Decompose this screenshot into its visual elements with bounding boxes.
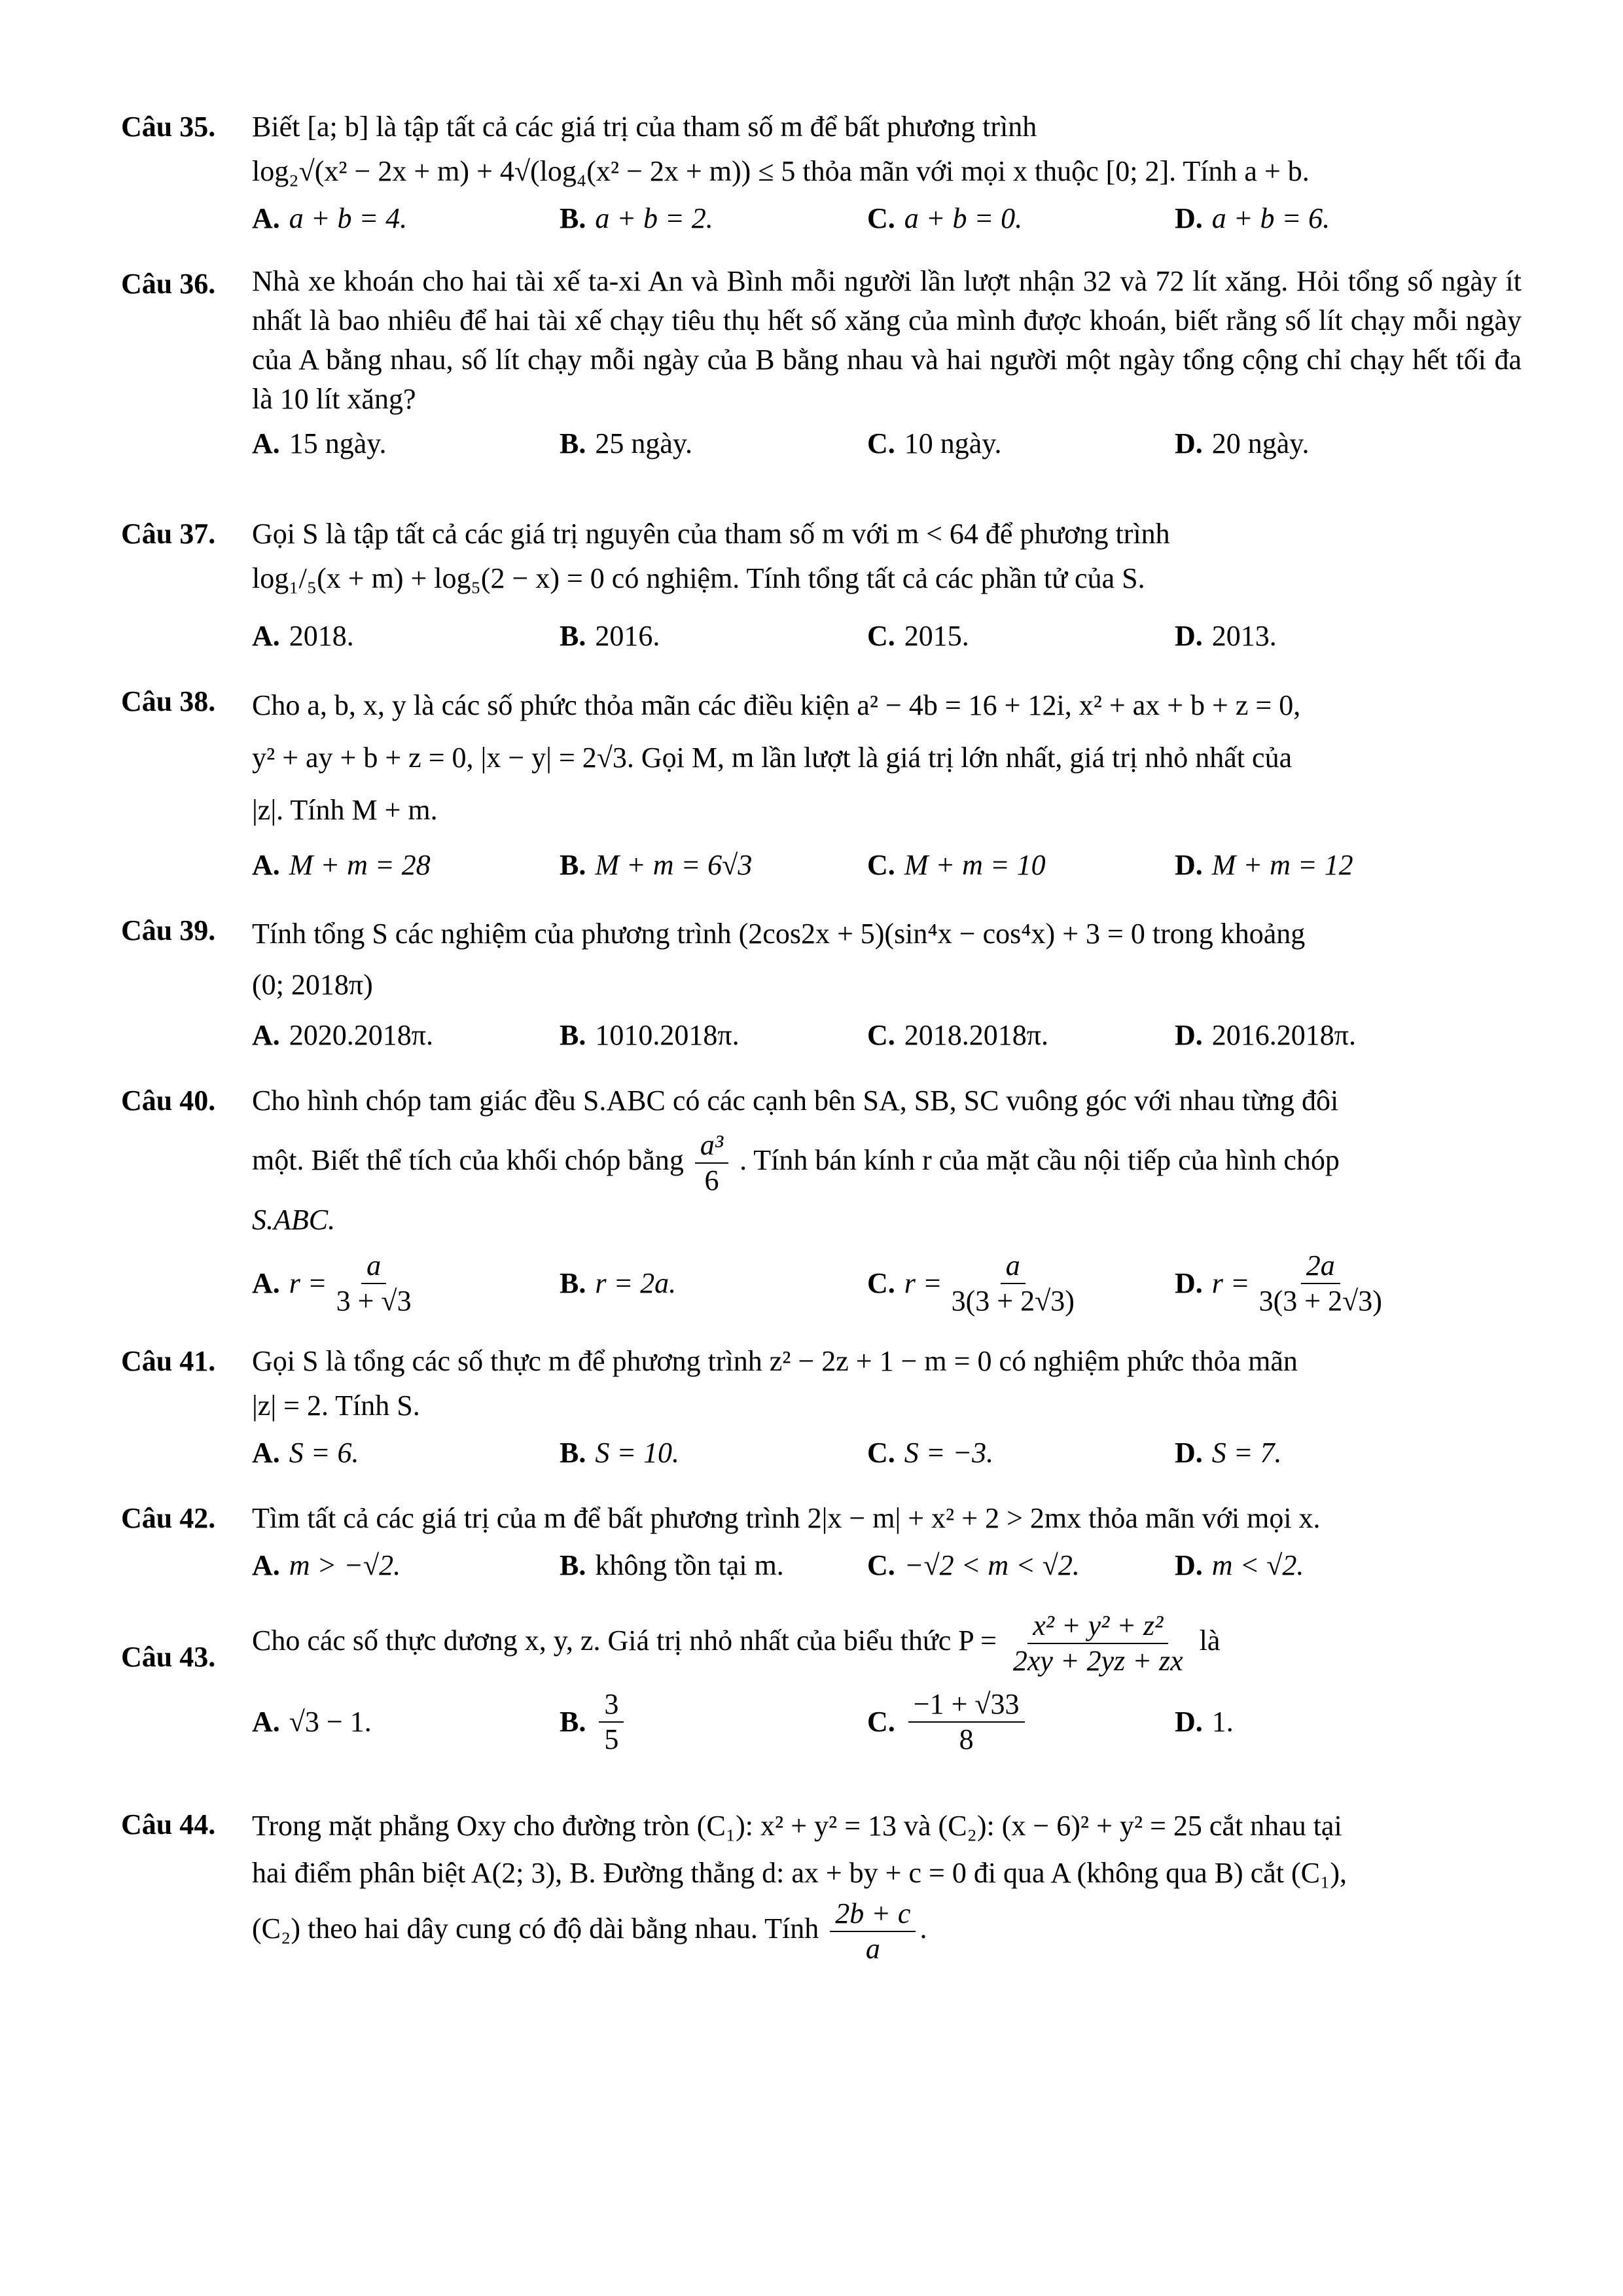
option-d[interactable]: D. 2013. — [1175, 620, 1277, 652]
option-d[interactable]: D. 2016.2018π. — [1175, 1019, 1356, 1051]
options — [252, 843, 1522, 888]
question-label: Câu 44. — [121, 1808, 216, 1840]
options — [252, 1431, 1522, 1475]
question-stem — [252, 1339, 1522, 1428]
options — [252, 1249, 1522, 1318]
question-label: Câu 36. — [121, 268, 216, 300]
stem-line: log₁/₅(x + m) + log₅(2 − x) = 0 có nghiệm. Tính tổng tất cả các phần tử của S. — [252, 562, 1145, 594]
stem-line: Cho a, b, x, y là các số phức thỏa mãn các điều kiện a² − 4b = 16 + 12i, x² + ax + b + z = 0, — [252, 689, 1301, 721]
option-c[interactable]: C. S = −3. — [867, 1437, 994, 1469]
question-41 — [121, 1339, 1522, 1475]
option-c[interactable]: C. $\frac{-1 + √33}{8}$ — [867, 1687, 1175, 1757]
option-c[interactable]: C. 10 ngày. — [867, 427, 1002, 459]
stem-line: Gọi S là tập tất cả các giá trị nguyên của tham số m với m < 64 để phương trình — [252, 518, 1170, 550]
option-c[interactable]: C. M + m = 10 — [867, 849, 1046, 881]
p-fraction: $\frac{\text{x² + y² + z²}}{2xy + 2yz + zx}$ — [1012, 1609, 1183, 1677]
option-b[interactable]: B. S = 10. — [560, 1437, 680, 1469]
stem-line: một. Biết thể tích của khối chóp bằng $\frac{\text{a³}}{6}$ . Tính bán kính r của mặt cầu nội tiếp của hình chóp — [252, 1129, 1340, 1196]
option-b[interactable]: B. 1010.2018π. — [560, 1019, 740, 1051]
options — [252, 422, 1522, 466]
option-b[interactable]: B. M + m = 6√3 — [560, 849, 753, 881]
stem-line: Tính tổng S các nghiệm của phương trình (2cos2x + 5)(sin⁴x − cos⁴x) + 3 = 0 trong khoảng — [252, 918, 1306, 950]
stem-line: Biết [a; b] là tập tất cả các giá trị của tham số m để bất phương trình — [252, 111, 1037, 143]
option-b[interactable]: B. không tồn tại m. — [560, 1549, 784, 1581]
question-stem — [252, 908, 1522, 1011]
stem-line: Trong mặt phẳng Oxy cho đường tròn (C₁): x² + y² = 13 và (C₂): (x − 6)² + y² = 25 cắt nhau tại — [252, 1810, 1342, 1842]
option-d[interactable]: D. 20 ngày. — [1175, 427, 1310, 459]
option-a[interactable]: A. r = $\frac{a}{3 + √3}$ — [252, 1249, 412, 1317]
question-38 — [121, 679, 1522, 888]
stem-line: (0; 2018π) — [252, 969, 373, 1001]
stem-line: y² + ay + b + z = 0, |x − y| = 2√3. Gọi M, m lần lượt là giá trị lớn nhất, giá trị nhỏ nhất của — [252, 742, 1293, 774]
stem-line: Cho hình chóp tam giác đều S.ABC có các cạnh bên SA, SB, SC vuông góc với nhau từng đôi — [252, 1085, 1339, 1117]
option-c[interactable]: C. r = $\frac{a}{3(3 + 2√3)}$ — [867, 1249, 1075, 1317]
option-a[interactable]: A. M + m = 28 — [252, 849, 431, 881]
question-stem: Tìm tất cả các giá trị của m để bất phương trình 2|x − m| + x² + 2 > 2mx thỏa mãn với mọi x. — [252, 1502, 1321, 1534]
options — [252, 1687, 1522, 1757]
option-b[interactable]: B. 25 ngày. — [560, 427, 693, 459]
option-b[interactable]: B. r = 2a. — [560, 1267, 677, 1299]
question-label: Câu 41. — [121, 1345, 216, 1377]
question-label: Câu 38. — [121, 685, 216, 717]
question-stem — [252, 1079, 1522, 1242]
option-a[interactable]: A. 15 ngày. — [252, 427, 387, 459]
option-d[interactable]: D. m < √2. — [1175, 1549, 1304, 1581]
question-label: Câu 40. — [121, 1085, 216, 1117]
question-44 — [121, 1803, 1522, 1966]
question-label: Câu 39. — [121, 914, 216, 946]
option-b[interactable]: B. a + b = 2. — [560, 202, 713, 234]
question-stem — [252, 679, 1522, 836]
question-label: Câu 43. — [121, 1641, 216, 1673]
question-42 — [121, 1496, 1522, 1588]
question-label: Câu 42. — [121, 1502, 216, 1534]
question-stem: Nhà xe khoán cho hai tài xế ta-xi An và Bình mỗi người lần lượt nhận 32 và 72 lít xăng. Hỏi tổng số ngày ít nhất là bao nhiêu để hai tài xế chạy tiêu thụ hết số xăng của mình được khoán, biết rằng số lít chạy mỗi ngày của A bằng nhau, số lít chạy mỗi ngày của B bằng nhau và hai người một ngày tổng cộng chỉ chạy hết tối đa là 10 lít xăng? — [252, 265, 1522, 415]
option-d[interactable]: D. 1. — [1175, 1706, 1234, 1738]
question-43 — [121, 1609, 1522, 1757]
option-d[interactable]: D. S = 7. — [1175, 1437, 1282, 1469]
option-d[interactable]: D. a + b = 6. — [1175, 202, 1330, 234]
option-a[interactable]: A. a + b = 4. — [252, 202, 408, 234]
option-b[interactable]: B. 2016. — [560, 620, 660, 652]
question-label: Câu 37. — [121, 518, 216, 550]
question-label: Câu 35. — [121, 111, 216, 143]
options — [252, 614, 1522, 658]
stem-line: |z|. Tính M + m. — [252, 794, 438, 826]
question-35 — [121, 105, 1522, 241]
question-36 — [121, 262, 1522, 466]
question-stem — [252, 105, 1522, 194]
option-c[interactable]: C. 2018.2018π. — [867, 1019, 1048, 1051]
option-b[interactable]: B. $\frac{3}{5}$ — [560, 1687, 867, 1757]
option-c[interactable]: C. 2015. — [867, 620, 969, 652]
stem-line: log₂√(x² − 2x + m) + 4√(log₄(x² − 2x + m)) ≤ 5 thỏa mãn với mọi x thuộc [0; 2]. Tính a + b. — [252, 155, 1310, 187]
option-a[interactable]: A. √3 − 1. — [252, 1706, 372, 1738]
option-a[interactable]: A. 2018. — [252, 620, 354, 652]
options — [252, 1543, 1522, 1588]
question-stem — [252, 1803, 1522, 1966]
stem-line: hai điểm phân biệt A(2; 3), B. Đường thẳng d: ax + by + c = 0 đi qua A (không qua B) cắt (C₁), — [252, 1857, 1347, 1889]
option-c[interactable]: C. a + b = 0. — [867, 202, 1023, 234]
option-a[interactable]: A. m > −√2. — [252, 1549, 401, 1581]
option-d[interactable]: D. r = $\frac{2a}{3(3 + 2√3)}$ — [1175, 1249, 1382, 1317]
question-40 — [121, 1079, 1522, 1318]
options — [252, 196, 1522, 241]
option-c[interactable]: C. −√2 < m < √2. — [867, 1549, 1080, 1581]
option-d[interactable]: D. M + m = 12 — [1175, 849, 1353, 881]
question-stem — [252, 512, 1522, 601]
volume-fraction: $\frac{\text{a³}}{6}$ — [695, 1128, 728, 1198]
stem-line: S.ABC. — [252, 1204, 336, 1236]
question-stem: Cho các số thực dương x, y, z. Giá trị nhỏ nhất của biểu thức P = $\frac{\text{x² + y² + z²}}{2xy + 2yz + zx}$ là — [252, 1609, 1221, 1677]
exam-page — [121, 105, 1522, 1966]
question-37 — [121, 512, 1522, 658]
stem-line: Gọi S là tổng các số thực m để phương trình z² − 2z + 1 − m = 0 có nghiệm phức thỏa mãn — [252, 1345, 1298, 1377]
option-a[interactable]: A. 2020.2018π. — [252, 1019, 433, 1051]
question-39 — [121, 908, 1522, 1058]
options — [252, 1013, 1522, 1058]
stem-line: (C₂) theo hai dây cung có độ dài bằng nhau. Tính $\frac{2b + c}{a}$ . — [252, 1897, 927, 1965]
stem-line: |z| = 2. Tính S. — [252, 1390, 420, 1422]
option-a[interactable]: A. S = 6. — [252, 1437, 359, 1469]
answer-fraction: $\frac{2b + c}{a}$ — [830, 1897, 916, 1966]
